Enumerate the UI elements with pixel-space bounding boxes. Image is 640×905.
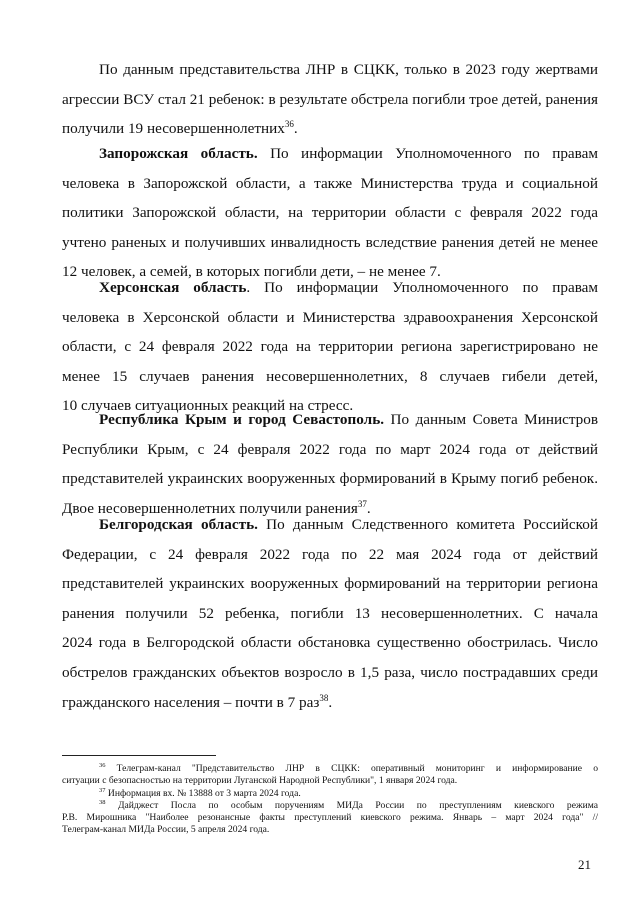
text-line: Белгородская область. По данным Следственного комитета Российской: [99, 516, 598, 533]
footnote-number: 38: [99, 799, 106, 806]
paragraph-kherson: [62, 273, 598, 421]
text-line: гражданского населения – почти в 7 раз$^{38}$.: [62, 692, 333, 711]
footnote-line: $^{37}$ Информация вх. № 13888 от 3 марта 2024 года.: [99, 787, 301, 799]
text-line: По данным представительства ЛНР в СЦКК, только в 2023 году жертвами: [99, 61, 598, 78]
text-line: получили 19 несовершеннолетних$^{36}$.: [62, 119, 298, 138]
section-heading: Запорожская область.: [99, 145, 258, 162]
text-line: человека в Херсонской области и Министерства здравоохранения Херсонской: [62, 308, 598, 326]
text-line: Запорожская область. По информации Уполномоченного по правам: [99, 145, 598, 162]
footnote-line: $^{36}$ Телеграм-канал "Представительство ЛНР в СЦКК: оперативный мониторинг и информирование о: [99, 762, 598, 774]
section-heading: Белгородская область.: [99, 516, 258, 533]
paragraph-lnr: [62, 55, 598, 144]
footnote-ref[interactable]: 38: [319, 692, 329, 703]
text-line: Херсонская область. По информации Уполномоченного по правам: [99, 279, 599, 296]
section-heading: Республика Крым и город Севастополь.: [99, 411, 385, 428]
footnote-ref[interactable]: 37: [357, 498, 367, 509]
section-heading: Херсонская область: [99, 279, 247, 296]
text-line: Федерации, с 24 февраля 2022 года по 22 мая 2024 года от действий: [62, 545, 598, 563]
page-number: 21: [578, 857, 591, 872]
text-line: представителей украинских вооруженных формирований на территории региона: [62, 575, 598, 593]
text-line: агрессии ВСУ стал 21 ребенок: в результате обстрела погибли трое детей, ранения: [62, 90, 598, 108]
paragraph-zaporozhye: [62, 139, 598, 287]
text-line: человека в Запорожской области, а также Министерства труда и социальной: [62, 174, 598, 192]
footnote-line: Р.В. Мирошника "Наиболее резонансные факты преступлений киевского режима. Январь – март 2024 года" //: [62, 812, 598, 824]
paragraph-crimea: [62, 405, 598, 523]
text-line: 10 случаев ситуационных реакций на стресс.: [62, 397, 354, 415]
footnote-36: [62, 763, 598, 787]
footnote-line: ситуации с безопасностью на территории Луганской Народной Республики", 1 января 2024 года.: [62, 775, 458, 787]
text-line: ранения получили 52 ребенка, погибли 13 несовершеннолетних. С начала: [62, 604, 598, 622]
footnote-37: [62, 788, 598, 800]
footnote-ref[interactable]: 36: [284, 119, 294, 130]
text-line: обстрелов гражданских объектов возросло в 1,5 раза, число пострадавших среди: [62, 663, 598, 681]
text-line: Двое несовершеннолетних получили ранения$^{37}$.: [62, 498, 371, 517]
text-line: Республика Крым и город Севастополь. По данным Совета Министров: [99, 411, 598, 428]
text-line: области, с 24 февраля 2022 года на территории региона зарегистрировано не: [62, 338, 598, 356]
text-line: политики Запорожской области, на территории области с февраля 2022 года: [62, 204, 598, 222]
footnote-number: 36: [99, 762, 106, 769]
footnote-38: [62, 800, 598, 837]
footnote-number: 37: [99, 787, 106, 794]
text-line: 2024 года в Белгородской области обстановка существенно обострилась. Число: [62, 634, 598, 652]
footnote-separator: [62, 755, 216, 756]
text-line: представителей украинских вооруженных формирований в Крыму погиб ребенок.: [62, 470, 598, 488]
text-line: 12 человек, а семей, в которых погибли дети, – не менее 7.: [62, 263, 441, 281]
text-line: менее 15 случаев ранения несовершеннолетних, 8 случаев гибели детей,: [62, 367, 598, 385]
footnote-line: $^{38}$ Дайджест Посла по особым поручениям МИДа России по преступлениям киевского режима: [99, 799, 598, 811]
footnote-line: Телеграм-канал МИДа России, 5 апреля 2024 года.: [62, 824, 270, 836]
text-line: учтено раненых и получивших инвалидность вследствие ранения детей не менее: [62, 233, 598, 251]
paragraph-belgorod: [62, 510, 598, 717]
text-line: Республики Крым, с 24 февраля 2022 года по март 2024 года от действий: [62, 440, 598, 458]
